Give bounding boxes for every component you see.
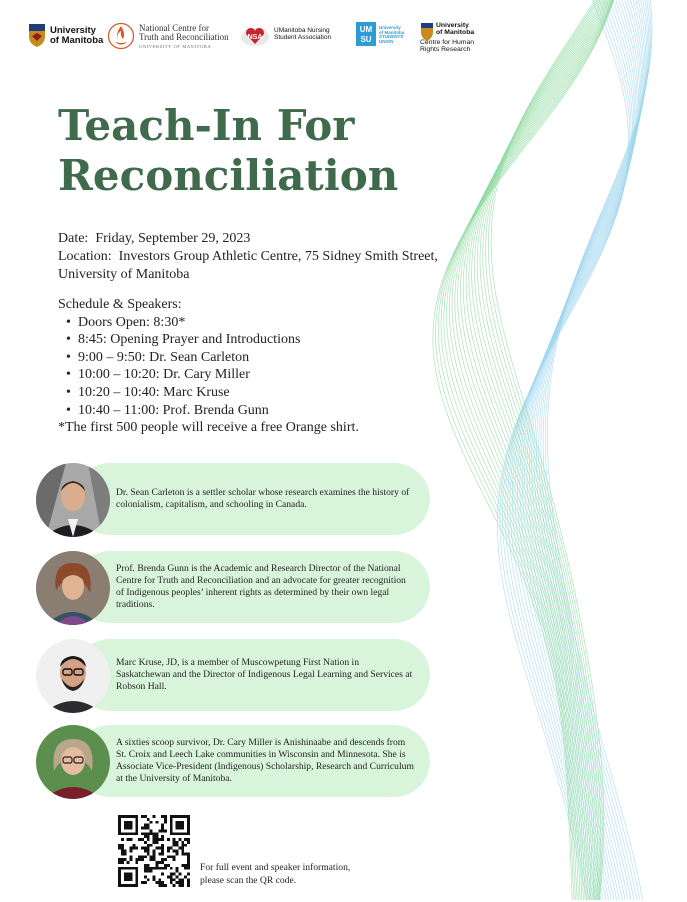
event-details bbox=[58, 230, 518, 284]
qr-code-icon[interactable] bbox=[118, 815, 190, 887]
wave-line bbox=[502, 0, 631, 900]
wave-line bbox=[452, 0, 613, 900]
wave-line bbox=[488, 0, 602, 900]
wave-line bbox=[545, 0, 651, 900]
wave-line bbox=[525, 0, 642, 900]
wave-line bbox=[483, 0, 600, 900]
wave-line bbox=[539, 0, 648, 900]
wave-line bbox=[480, 0, 602, 900]
umsu-logo: UM SU University of Manitoba STUDENTS' UNION bbox=[356, 22, 404, 46]
flame-icon bbox=[108, 22, 134, 50]
speaker-bio: Marc Kruse, JD, is a member of Muscowpetung First Nation in Saskatchewan and the Director of Indigenous Legal Learning and Services at Robson Hall. bbox=[116, 656, 413, 693]
schedule-item: • 10:00 – 10:20: Dr. Cary Miller bbox=[66, 366, 359, 384]
wave-line bbox=[458, 0, 612, 900]
wave-line bbox=[532, 0, 645, 900]
nursing-association-logo: NSA UManitoba Nursing Student Association bbox=[240, 22, 331, 48]
wave-line bbox=[469, 0, 607, 900]
wave-line bbox=[520, 0, 640, 900]
wave-line bbox=[512, 0, 636, 900]
wave-line bbox=[510, 0, 635, 900]
schedule-item: • 9:00 – 9:50: Dr. Sean Carleton bbox=[66, 349, 359, 367]
wave-line bbox=[433, 0, 613, 900]
schedule bbox=[58, 296, 359, 437]
svg-text:NSA: NSA bbox=[247, 34, 263, 41]
wave-line bbox=[463, 0, 609, 900]
schedule-item: • 10:40 – 11:00: Prof. Brenda Gunn bbox=[66, 402, 359, 420]
speaker-card-cary-miller bbox=[36, 725, 432, 799]
wave-line bbox=[460, 0, 610, 900]
speaker-photo bbox=[36, 551, 110, 625]
wave-line bbox=[500, 0, 630, 900]
wave-line bbox=[438, 0, 613, 900]
schedule-item: • 10:20 – 10:40: Marc Kruse bbox=[66, 384, 359, 402]
speaker-photo bbox=[36, 463, 110, 537]
wave-line bbox=[505, 0, 632, 900]
svg-text:UM: UM bbox=[359, 25, 373, 34]
date-line: Date: Friday, September 29, 2023 bbox=[58, 231, 251, 246]
location-line-2: University of Manitoba bbox=[58, 267, 190, 282]
logo-bar bbox=[28, 22, 668, 67]
speaker-bio: A sixties scoop survivor, Dr. Cary Miller is Anishinaabe and descends from St. Croix and Leech Lake communities in Wisconsin and Minnesota. She is Associate Vice-President (Indigenous) Scholarship, Research and Curriculum at the University of Manitoba. bbox=[116, 736, 414, 785]
um-crest-icon bbox=[28, 22, 46, 48]
schedule-list bbox=[66, 314, 359, 420]
wave-line bbox=[449, 0, 613, 900]
location-line: Location: Investors Group Athletic Centre, 75 Sidney Smith Street, bbox=[58, 249, 438, 264]
wave-line bbox=[515, 0, 637, 900]
wave-line bbox=[466, 0, 608, 900]
wave-line bbox=[534, 0, 646, 900]
wave-line bbox=[474, 0, 604, 900]
schedule-item: • 8:45: Opening Prayer and Introductions bbox=[66, 331, 359, 349]
wave-line bbox=[543, 0, 650, 900]
speaker-card-sean-carleton bbox=[36, 463, 432, 537]
wave-line bbox=[447, 0, 614, 900]
schedule-heading: Schedule & Speakers: bbox=[58, 297, 182, 312]
speaker-card-brenda-gunn bbox=[36, 551, 432, 625]
schedule-footnote: *The first 500 people will receive a free Orange shirt. bbox=[58, 420, 359, 436]
umsu-mark-icon bbox=[356, 22, 376, 46]
speaker-bio: Prof. Brenda Gunn is the Academic and Research Director of the National Centre for Truth and Reconciliation and an advocate for greater recognition of Indigenous peoples’ inherent rights as determined by their own legal traditions. bbox=[116, 562, 406, 611]
wave-line bbox=[536, 0, 647, 900]
wave-line bbox=[507, 0, 633, 900]
qr-instructions: For full event and speaker information, please scan the QR code. bbox=[200, 862, 351, 886]
wave-line bbox=[436, 0, 613, 900]
wave-line bbox=[527, 0, 643, 900]
event-title bbox=[58, 101, 398, 201]
speaker-photo bbox=[36, 725, 110, 799]
wave-line bbox=[455, 0, 612, 900]
wave-line bbox=[548, 0, 652, 900]
wave-line bbox=[529, 0, 644, 900]
wave-line bbox=[517, 0, 638, 900]
wave-line bbox=[441, 0, 614, 900]
schedule-item: • Doors Open: 8:30* bbox=[66, 314, 359, 332]
speaker-photo bbox=[36, 639, 110, 713]
wave-line bbox=[444, 0, 614, 900]
wave-line bbox=[486, 0, 601, 900]
wave-line bbox=[522, 0, 640, 900]
wave-line bbox=[497, 0, 628, 900]
speaker-bio: Dr. Sean Carleton is a settler scholar whose research examines the history of colonialism, capitalism, and schooling in Canada. bbox=[116, 486, 410, 510]
wave-line bbox=[541, 0, 649, 900]
title-line-2: Reconciliation bbox=[58, 151, 399, 200]
human-rights-centre-logo: University of Manitoba Centre for Human Rights Research bbox=[420, 22, 475, 54]
wave-line bbox=[491, 0, 604, 900]
wave-line bbox=[477, 0, 603, 900]
wave-line bbox=[472, 0, 606, 900]
nsa-heart-icon bbox=[240, 22, 270, 48]
university-of-manitoba-logo: University of Manitoba bbox=[28, 22, 103, 48]
svg-text:SU: SU bbox=[360, 35, 372, 44]
speaker-card-marc-kruse bbox=[36, 639, 432, 713]
nctr-logo: National Centre for Truth and Reconciliation UNIVERSITY OF MANITOBA bbox=[108, 22, 229, 50]
title-line-1: Teach-In For bbox=[58, 101, 355, 150]
